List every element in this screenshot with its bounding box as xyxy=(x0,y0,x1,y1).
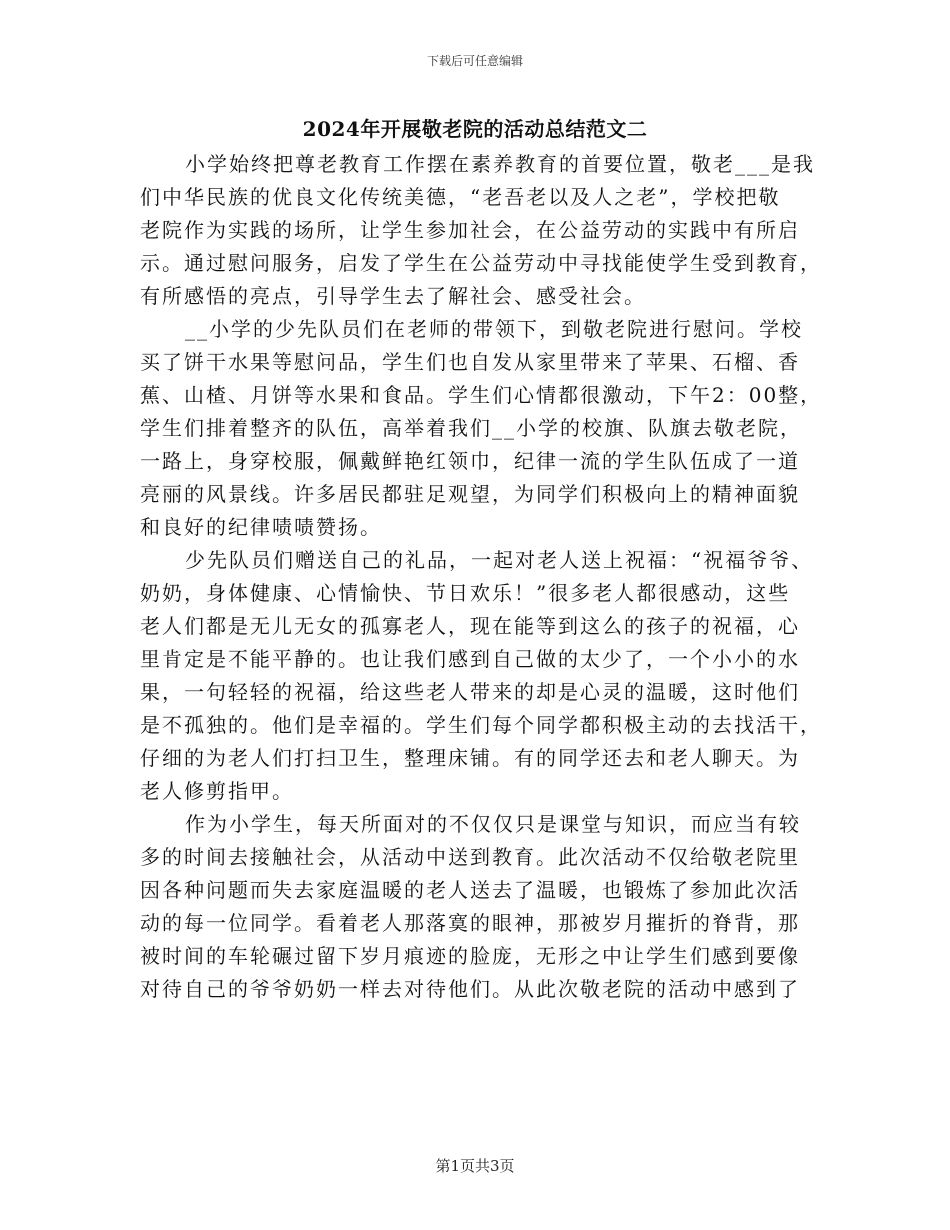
paragraph-line: 蕉、山楂、月饼等水果和食品。学生们心情都很激动，下午2：00整， xyxy=(140,383,823,407)
document-body xyxy=(140,148,823,1006)
paragraph-4 xyxy=(140,808,810,1006)
paragraph-line: 老人修剪指甲。 xyxy=(140,779,294,803)
paragraph-2 xyxy=(140,313,823,544)
paragraph-line: 被时间的车轮碾过留下岁月痕迹的脸庞，无形之中让学生们感到要像 xyxy=(140,944,800,968)
paragraph-3 xyxy=(140,544,822,808)
paragraph-line: 老人们都是无儿无女的孤寡老人，现在能等到这么的孩子的祝福，心 xyxy=(140,614,800,638)
paragraph-line: 奶奶，身体健康、心情愉快、节日欢乐！”很多老人都很感动，这些 xyxy=(140,581,791,605)
paragraph-line: 小学始终把尊老教育工作摆在素养教育的首要位置，敬老___是我 xyxy=(185,152,815,176)
document-title: 2024年开展敬老院的活动总结范文二 xyxy=(302,117,648,141)
paragraph-line: 示。通过慰问服务，启发了学生在公益劳动中寻找能使学生受到教育， xyxy=(140,251,822,275)
paragraph-line: 动的每一位同学。看着老人那落寞的眼神，那被岁月摧折的脊背，那 xyxy=(140,911,800,935)
paragraph-line: 有所感悟的亮点，引导学生去了解社会、感受社会。 xyxy=(140,284,646,308)
paragraph-1 xyxy=(140,148,822,313)
paragraph-line: 果，一句轻轻的祝福，给这些老人带来的却是心灵的温暖，这时他们 xyxy=(140,680,800,704)
paragraph-line: 多的时间去接触社会，从活动中送到教育。此次活动不仅给敬老院里 xyxy=(140,845,800,869)
paragraph-line: 买了饼干水果等慰问品，学生们也自发从家里带来了苹果、石榴、香 xyxy=(140,350,800,374)
page-number: 第1页共3页 xyxy=(435,1157,515,1175)
paragraph-line: 学生们排着整齐的队伍，高举着我们__小学的校旗、队旗去敬老院， xyxy=(140,416,802,440)
paragraph-line: 作为小学生，每天所面对的不仅仅只是课堂与知识，而应当有较 xyxy=(185,812,801,836)
paragraph-line: 对待自己的爷爷奶奶一样去对待他们。从此次敬老院的活动中感到了 xyxy=(140,977,800,1001)
paragraph-line: 仔细的为老人们打扫卫生，整理床铺。有的同学还去和老人聊天。为 xyxy=(140,746,800,770)
paragraph-line: 和良好的纪律啧啧赞扬。 xyxy=(140,515,382,539)
paragraph-line: 亮丽的风景线。许多居民都驻足观望，为同学们积极向上的精神面貌 xyxy=(140,482,800,506)
paragraph-line: 少先队员们赠送自己的礼品，一起对老人送上祝福：“祝福爷爷、 xyxy=(185,548,814,572)
page-header-note: 下载后可任意编辑 xyxy=(426,54,523,68)
paragraph-line: 里肯定是不能平静的。也让我们感到自己做的太少了，一个小小的水 xyxy=(140,647,800,671)
paragraph-line: 们中华民族的优良文化传统美德，“老吾老以及人之老”，学校把敬 xyxy=(140,185,781,209)
paragraph-line: 老院作为实践的场所，让学生参加社会，在公益劳动的实践中有所启 xyxy=(140,218,800,242)
paragraph-line: 一路上，身穿校服，佩戴鲜艳红领巾，纪律一流的学生队伍成了一道 xyxy=(140,449,800,473)
paragraph-line: 因各种问题而失去家庭温暖的老人送去了温暖，也锻炼了参加此次活 xyxy=(140,878,800,902)
paragraph-line: 是不孤独的。他们是幸福的。学生们每个同学都积极主动的去找活干， xyxy=(140,713,822,737)
paragraph-line: __小学的少先队员们在老师的带领下，到敬老院进行慰问。学校 xyxy=(185,317,803,341)
